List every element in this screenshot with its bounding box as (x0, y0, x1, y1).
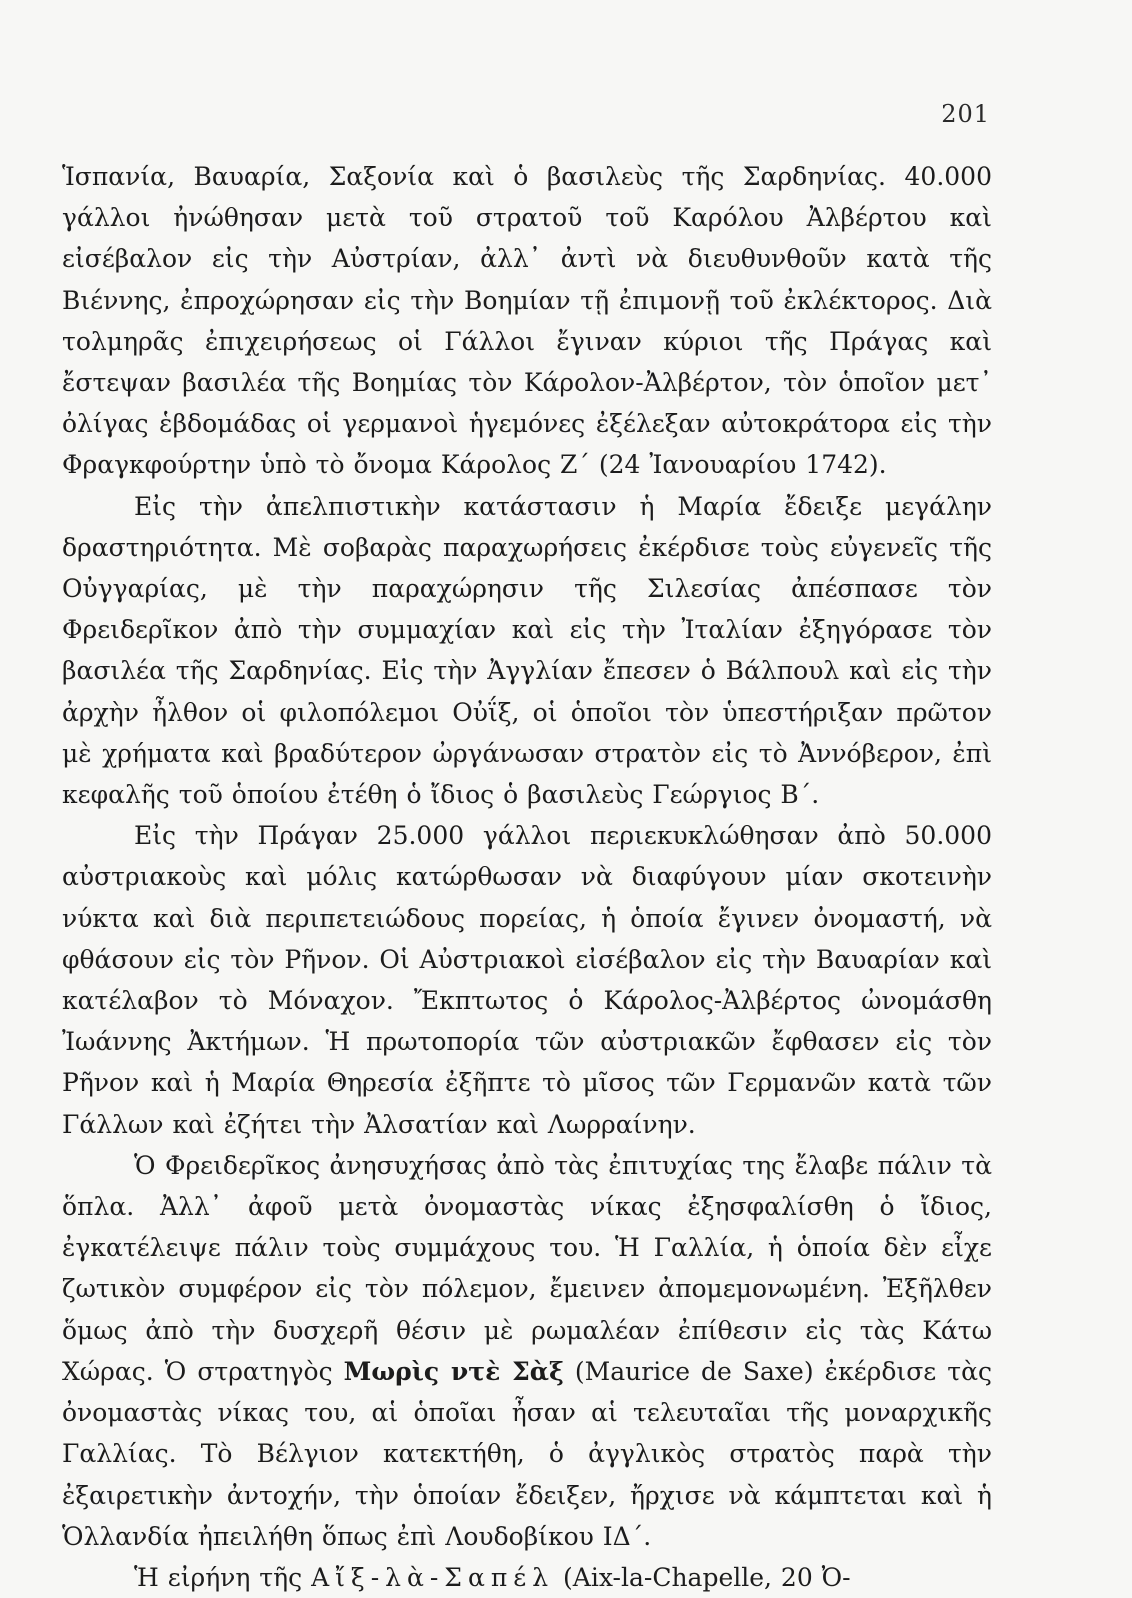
page-number: 201 (941, 100, 990, 128)
paragraph-4 (62, 1145, 992, 1557)
paragraph-5-text-before: Ἡ εἰρήνη τῆς (134, 1562, 312, 1592)
paragraph-2: Εἰς τὴν ἀπελπιστικὴν κατάστασιν ἡ Μαρία ἔδειξε μεγάλην δραστηριότητα. Μὲ σοβαρὰς παραχωρήσεις ἐκέρδισε τοὺς εὐγενεῖς τῆς Οὐγγαρίας, μὲ τὴν παραχώρησιν τῆς Σιλεσίας ἀπέσπασε τὸν Φρειδερῖκον ἀπὸ τὴν συμμαχίαν καὶ εἰς τὴν Ἰταλίαν ἐξηγόρασε τὸν βασιλέα τῆς Σαρδηνίας. Εἰς τὴν Ἀγγλίαν ἔπεσεν ὁ Βάλπουλ καὶ εἰς τὴν ἀρχὴν ἦλθον οἱ φιλοπόλεμοι Οὐΐξ, οἱ ὁποῖοι τὸν ὑπεστήριξαν πρῶτον μὲ χρήματα καὶ βραδύτερον ὠργάνωσαν στρατὸν εἰς τὸ Ἀννόβερον, ἐπὶ κεφαλῆς τοῦ ὁποίου ἐτέθη ὁ ἴδιος ὁ βασιλεὺς Γεώργιος Β´. (62, 491, 992, 810)
paragraph-4-text-before: Ὁ Φρειδερῖκος ἀνησυχήσας ἀπὸ τὰς ἐπιτυχίας της ἔλαβε πάλιν τὰ ὅπλα. Ἀλλ᾽ ἀφοῦ μετὰ ὀνομαστὰς νίκας ἐξησφαλίσθη ὁ ἴδιος, ἐγκατέλειψε πάλιν τοὺς συμμάχους του. Ἡ Γαλλία, ἡ ὁποία δὲν εἶχε ζωτικὸν συμφέρον εἰς τὸν πόλεμον, ἔμεινεν ἀπομεμονωμένη. Ἐξῆλθεν ὅμως ἀπὸ τὴν δυσχερῆ θέσιν μὲ ρωμαλέαν ἐπίθεσιν εἰς τὰς Κάτω Χώρας. Ὁ στρατηγὸς (62, 1150, 992, 1386)
paragraph-5 (62, 1557, 992, 1598)
paragraph-1: Ἱσπανία, Βαυαρία, Σαξονία καὶ ὁ βασιλεὺς τῆς Σαρδηνίας. 40.000 γάλλοι ἠνώθησαν μετὰ τοῦ στρατοῦ τοῦ Καρόλου Ἀλβέρτου καὶ εἰσέβαλον εἰς τὴν Αὐστρίαν, ἀλλ᾽ ἀντὶ νὰ διευθυνθοῦν κατὰ τῆς Βιέννης, ἐπροχώρησαν εἰς τὴν Βοημίαν τῇ ἐπιμονῇ τοῦ ἐκλέκτορος. Διὰ τολμηρᾶς ἐπιχειρήσεως οἱ Γάλλοι ἔγιναν κύριοι τῆς Πράγας καὶ ἔστεψαν βασιλέα τῆς Βοημίας τὸν Κάρολον-Ἀλβέρτον, τὸν ὁποῖον μετ᾽ ὀλίγας ἑβδομάδας οἱ γερμανοὶ ἡγεμόνες ἐξέλεξαν αὐτοκράτορα εἰς τὴν Φραγκφούρτην ὑπὸ τὸ ὄνομα Κάρολος Ζ´ (24 Ἰανουαρίου 1742). (62, 162, 992, 480)
paragraph-4-text-after: (Maurice de Saxe) ἐκέρδισε τὰς ὀνομαστὰς νίκας του, αἱ ὁποῖαι ἦσαν αἱ τελευταῖαι τῆς μοναρχικῆς Γαλλίας. Τὸ Βέλγιον κατεκτήθη, ὁ ἀγγλικὸς στρατὸς παρὰ τὴν ἐξαιρετικὴν ἀντοχήν, τὴν ὁποίαν ἔδειξεν, ἤρχισε νὰ κάμπτεται καὶ ἡ Ὁλλανδία ἠπειλήθη ὅπως ἐπὶ Λουδοβίκου ΙΔ´. (62, 1356, 992, 1551)
bold-name-maurice-de-saxe: Μωρὶς ντὲ Σὰξ (343, 1356, 564, 1386)
paragraph-3: Εἰς τὴν Πράγαν 25.000 γάλλοι περιεκυκλώθησαν ἀπὸ 50.000 αὐστριακοὺς καὶ μόλις κατώρθωσαν νὰ διαφύγουν μίαν σκοτεινὴν νύκτα καὶ διὰ περιπετειώδους πορείας, ἡ ὁποία ἔγινεν ὀνομαστή, νὰ φθάσουν εἰς τὸν Ρῆνον. Οἱ Αὐστριακοὶ εἰσέβαλον εἰς τὴν Βαυαρίαν καὶ κατέλαβον τὸ Μόναχον. Ἔκπτωτος ὁ Κάρολος-Ἀλβέρτος ὠνομάσθη Ἰωάννης Ἀκτήμων. Ἡ πρωτοπορία τῶν αὐστριακῶν ἔφθασεν εἰς τὸν Ρῆνον καὶ ἡ Μαρία Θηρεσία ἐξῆπτε τὸ μῖσος τῶν Γερμανῶν κατὰ τῶν Γάλλων καὶ ἐζήτει τὴν Ἀλσατίαν καὶ Λωρραίνην. (62, 821, 992, 1139)
text-body (62, 156, 992, 1598)
paragraph-5-text-after: (Aix-la-Chapelle, 20 Ὀ- (554, 1562, 851, 1592)
spaced-name-aix-la-chapelle: Αἴξ-λὰ-Σαπέλ (311, 1562, 555, 1592)
